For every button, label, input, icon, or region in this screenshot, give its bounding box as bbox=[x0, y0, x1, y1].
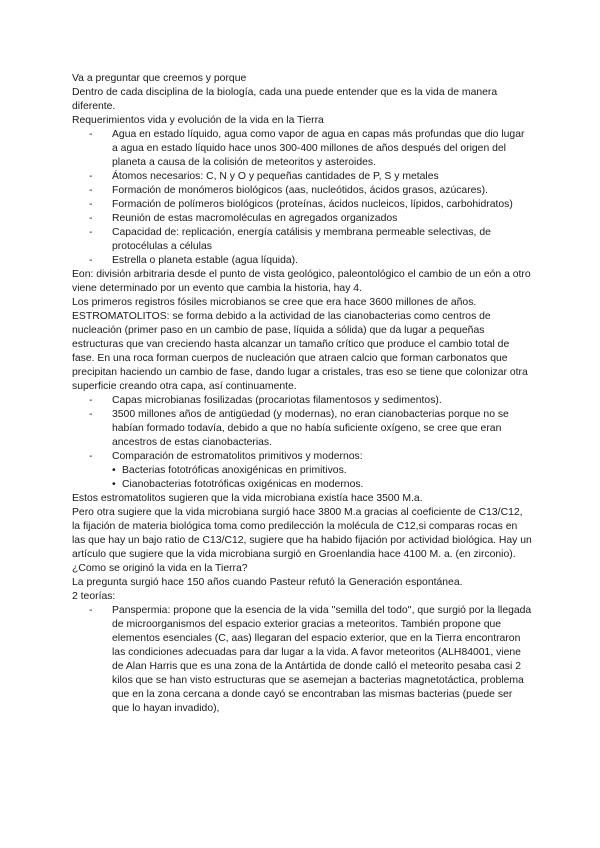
list-item-text: Bacterias fototróficas anoxigénicas en primitivos. bbox=[122, 465, 347, 476]
list-item-text: 3500 millones años de antigüedad (y modernas), no eran cianobacterias porque no se habían formado todavía, debido a que no había suficiente oxígeno, se cree que eran ancestros de estas cianobacterias. bbox=[112, 409, 509, 448]
dash-marker: - bbox=[89, 395, 93, 406]
list-item-text: Formación de polímeros biológicos (proteínas, ácidos nucleicos, lípidos, carbohidratos) bbox=[112, 199, 513, 210]
list-item-text: Formación de monómeros biológicos (aas, nucleótidos, ácidos grasos, azúcares). bbox=[112, 185, 488, 196]
dash-marker: - bbox=[89, 213, 93, 224]
list-item-text: Capacidad de: replicación, energía catálisis y membrana permeable selectivas, de protocélulas a células bbox=[112, 227, 491, 252]
list-item-text: Capas microbianas fosilizadas (procariotas filamentosos y sedimentos). bbox=[112, 395, 442, 406]
origin-question: ¿Como se originó la vida en la Tierra? bbox=[72, 563, 248, 574]
list-item bbox=[72, 254, 532, 268]
bullet-marker: • bbox=[112, 479, 116, 490]
intro-line: Va a preguntar que creemos y porque bbox=[72, 73, 247, 84]
list-item-text: Estrella o planeta estable (agua líquida). bbox=[112, 255, 298, 266]
dash-marker: - bbox=[89, 605, 93, 616]
requirements-heading: Requerimientos vida y evolución de la vida en la Tierra bbox=[72, 115, 324, 126]
dash-marker: - bbox=[89, 129, 93, 140]
list-item-text: Panspermia: propone que la esencia de la vida ''semilla del todo'', que surgió por la llegada de microorganismos del espacio exterior gracias a meteoritos. También propone que elementos esenciales (C, aas) llegaran del espacio exterior, que en la Tierra encontraron las condiciones adecuadas para dar lugar a la vida. A favor meteoritos (ALH84001, viene de Alan Harris que es una zona de la Antártida de donde calló el meteorito pesaba casi 2 kilos que se han visto estructuras que se asemejan a bacterias magnetotáctica, problema que en la zona cercana a donde cayó se encontraban las mismas bacterias (puede ser que lo hayan invadido), bbox=[112, 605, 532, 714]
list-item bbox=[72, 394, 532, 408]
pasteur-paragraph: La pregunta surgió hace 150 años cuando Pasteur refutó la Generación espontánea. bbox=[72, 577, 463, 588]
dash-marker: - bbox=[89, 227, 93, 238]
list-item bbox=[72, 128, 532, 170]
list-item bbox=[72, 450, 532, 492]
dash-marker: - bbox=[89, 185, 93, 196]
fossil-records-paragraph: Los primeros registros fósiles microbianos se cree que era hace 3600 millones de años. bbox=[72, 297, 477, 308]
list-item bbox=[72, 226, 532, 254]
bullet-marker: • bbox=[112, 465, 116, 476]
list-item-text: Agua en estado líquido, agua como vapor de agua en capas más profundas que dio lugar a agua en estado líquido hace unos 300-400 millones de años después del origen del planeta a causa de la colisión de meteoritos y asteroides. bbox=[112, 129, 525, 168]
dash-marker: - bbox=[89, 255, 93, 266]
list-item-text: Reunión de estas macromoléculas en agregados organizados bbox=[112, 213, 398, 224]
dash-marker: - bbox=[89, 409, 93, 420]
stromatolites-paragraph: ESTROMATOLITOS: se forma debido a la actividad de las cianobacterias como centros de nucleación (primer paso en un cambio de pase, líquida a sólida) que da lugar a pequeñas estructuras que van creciendo hasta alcanzar un tamaño crítico que produce el cambio total de fase. En una roca forman cuerpos de nucleación que atraen calcio que forman carbonatos que precipitan haciendo un cambio de fase, dando lugar a cristales, tras eso se tiene que colonizar otra superficie creando otra capa, así continuamente. bbox=[72, 311, 528, 392]
requirements-list bbox=[72, 128, 532, 268]
eon-paragraph: Eon: división arbitraria desde el punto de vista geológico, paleontológico el cambio de un eón a otro viene determinado por un evento que cambia la historia, hay 4. bbox=[72, 269, 531, 294]
list-item-text: Comparación de estromatolitos primitivos y modernos: bbox=[112, 451, 363, 462]
list-item-text: Cianobacterias fototróficas oxigénicas en modernos. bbox=[122, 479, 364, 490]
dash-marker: - bbox=[89, 171, 93, 182]
list-item-text: Átomos necesarios: C, N y O y pequeñas cantidades de P, S y metales bbox=[112, 171, 439, 182]
list-item bbox=[72, 170, 532, 184]
list-item bbox=[72, 408, 532, 450]
theories-list bbox=[72, 604, 532, 716]
discipline-paragraph: Dentro de cada disciplina de la biología, cada una puede entender que es la vida de manera diferente. bbox=[72, 87, 498, 112]
stromatolites-list bbox=[72, 394, 532, 492]
list-item bbox=[72, 198, 532, 212]
list-item bbox=[72, 184, 532, 198]
list-item bbox=[112, 478, 532, 492]
dash-marker: - bbox=[89, 451, 93, 462]
document-body bbox=[72, 72, 532, 716]
theories-heading: 2 teorías: bbox=[72, 591, 116, 602]
list-item bbox=[72, 604, 532, 716]
comparison-list bbox=[112, 464, 532, 492]
microbial-life-paragraph: Estos estromatolitos sugieren que la vida microbiana existía hace 3500 M.a. bbox=[72, 493, 423, 504]
list-item bbox=[112, 464, 532, 478]
list-item bbox=[72, 212, 532, 226]
isotope-paragraph: Pero otra sugiere que la vida microbiana surgió hace 3800 M.a gracias al coeficiente de C13/C12, la fijación de materia biológica toma como predilección la molécula de C12,si comparas rocas en las que hay un bajo ratio de C13/C12, sugiere que ha habido fijación por actividad biológica. Hay un artículo que sugiere que la vida microbiana surgió en Groenlandia hace 4100 M. a. (en zirconio). bbox=[72, 507, 532, 560]
dash-marker: - bbox=[89, 199, 93, 210]
